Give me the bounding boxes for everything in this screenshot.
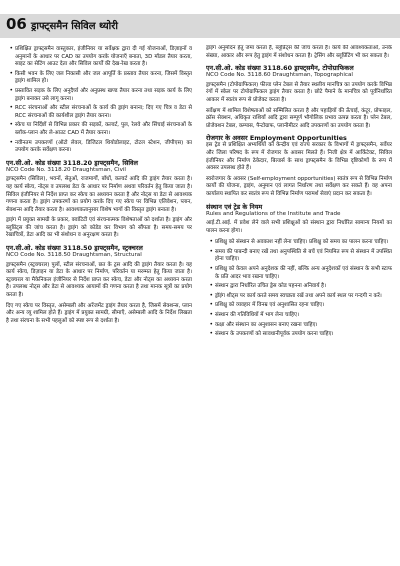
section-subtitle: Rules and Regulations of the Institute and Trade: [206, 210, 341, 217]
paragraph: सर्वेक्षण में शामिल विशेषताओं को सम्मिलित करता है और पहाड़ियों की ऊँचाई, कंटूर, प्रोफाइल, क्रॉस सेक्शन, अधिकृत राशियाँ आदि द्वारा सम्पूर्ण भौगोलिक प्रभाव उत्पन्न करता है। प्लेन टेबल, प्रोजेक्शन टेबल, कम्पास, पैन्टोग्राफ, प्लानीमीटर आदि उपकरणों का उपयोग करता है।: [206, 107, 392, 129]
section-subtitle: NCO Code No. 3118.50 Draughtsman, Structural: [6, 252, 142, 259]
list-item: • संस्थान की गतिविधियों में भाग लेना चाहिए।: [215, 311, 392, 320]
page-header: [0, 0, 400, 44]
paragraph: आई.टी.आई. में प्रवेश लेने वाले सभी प्रशिक्षुओं को संस्थान द्वारा निर्धारित सामान्य नियमों का पालन करना होगा।: [206, 220, 392, 234]
right-column: [206, 45, 392, 560]
page-number: 06: [6, 15, 27, 33]
paragraph: ड्राफ्ट्समैन (सिविल), भवनों, सेतुओं, राजमार्गों, बाँधों, कल्वर्ट आदि की ड्राइंग तैयार करता है। यह कार्य स्केच, नोट्स व उपलब्ध डेटा के आधार पर निर्माण अथवा परिवर्तन हेतु किया जाता है। सिविल इंजीनियर से निर्देश प्राप्त कर स्केच का अध्ययन करता है और नोट्स या डेटा से आवश्यक गणना करता है। ड्राइंग उपकरणों का प्रयोग करके दिए गए स्केच पर विभिन्न एलिवेशन, प्लान, सेक्शन्स आदि तैयार करता है। आवश्यकतानुसार विशेष भागों की विस्तृत ड्राइंग बनाता है।: [6, 176, 192, 213]
section-heading: एन.सी.ओ. कोड संख्या 3118.60 ड्राफ्ट्समैन, टोपोग्राफिकल: [206, 64, 354, 73]
section-subtitle: NCO Code No. 3118.20 Draughtsman, Civil: [6, 166, 126, 173]
list-item: • कक्षा और संस्थान का अनुशासन बनाए रखना चाहिए।: [215, 321, 392, 330]
list-item: • स्केच या निर्दिष्टों से विभिन्न प्रकार की सड़कों, कल्वर्ट, पुल, रेलवे और सिंचाई संरचनाओं के ब्लॉक-प्लान और ले-आउट CAD में तैयार करना।: [15, 121, 192, 137]
list-item: • प्रशिक्षित ड्राफ्ट्समैन वास्तुकार, इंजीनियर या सर्वेक्षक द्वारा दी गई योजनाओं, डिज़ाइनों व अनुमानों के आधार पर CAD का उपयोग करके योजनाएँ बनाता, 3D मॉडल तैयार करता, साइट का सेटिंग आउट देता और सिविल कार्यों की देख-रेख करता है।: [15, 45, 192, 69]
list-item: • ड्रॉइंग शीट्स पर कार्य करते समय स्वच्छता रखें तथा अपने कार्य स्थल पर गन्दगी न करें।: [215, 292, 392, 301]
rules-list: [206, 238, 392, 339]
paragraph: ड्राफ्ट्समैन (स्ट्रक्चरल) पुलों, स्टील संरचनाओं, छत के ट्रस आदि की ड्राइंग तैयार करता है। यह कार्य स्केच, डिज़ाइन या डेटा के आधार पर निर्माण, परिवर्तन या मरम्मत हेतु किया जाता है। स्ट्रक्चरल या मैकेनिकल इंजीनियर से निर्देश प्राप्त कर स्केच, डेटा और नोट्स का अध्ययन करता है। उपलब्ध नोट्स और डेटा से आवश्यक आयामों की गणना करता है तथा मानक सूत्रों का प्रयोग करता है।: [6, 261, 192, 299]
duty-list: [6, 45, 192, 155]
list-item: • प्रशिक्षु को संस्थान से अवकाश नहीं लेना चाहिए। प्रशिक्षु को समय का पालन करना चाहिए।: [215, 238, 392, 247]
list-item: • किसी भवन के लिए जल निकासी और जल आपूर्ति के प्रस्ताव तैयार करना, जिसमें विस्तृत ड्राइंग शामिल हो।: [15, 70, 192, 86]
page-title: ड्राफ्ट्समैन सिविल थ्योरी: [31, 21, 118, 32]
list-item: • संस्थान के उपकरणों को सावधानीपूर्वक उपयोग करना चाहिए।: [215, 330, 392, 339]
section-heading: एन.सी.ओ. कोड संख्या 3118.50 ड्राफ्ट्समैन, स्ट्रक्चरल: [6, 244, 143, 253]
list-item: • नवीनतम उपकरणों (ऑटो लेवल, डिजिटल थियोडोलाइट, टोटल स्टेशन, जीपीएस) का उपयोग करके सर्वेक्षण करना।: [15, 139, 192, 155]
section-employment: [206, 134, 392, 198]
list-item: • प्रशिक्षु को व्यवहार में विनम्र एवं अनुशासित रहना चाहिए।: [215, 301, 392, 310]
paragraph: दिए गए स्केच पर विस्तृत, असेम्बली और अरेंजमेंट ड्राइंग तैयार करता है, जिसमें सेक्शन्स, प्लान और अन्य व्यू शामिल होते हैं। ड्राइंग में प्रयुक्त सामग्री, सीमाएँ, असेम्बली आदि के निर्देश लिखता है तथा संरचना के सभी पहलुओं को स्पष्ट रूप से दर्शाता है।: [6, 302, 192, 324]
list-item: • RCC संरचनाओं और स्टील संरचनाओं के कार्य की ड्राइंग बनाना; दिए गए चित्र व डेटा से RCC संरचनाओं की कार्यशील ड्राइंग तैयार करना।: [15, 104, 192, 120]
list-item: • प्रस्तावित सड़क के लिए अनुदैर्घ्य और अनुप्रस्थ खण्ड तैयार करना तथा सड़क कार्य के लिए ड्राइंग बनाकर उसे लागू करना।: [15, 87, 192, 103]
list-item: • संस्थान द्वारा निर्धारित उचित ड्रेस कोड पहनना अनिवार्य है।: [215, 282, 392, 291]
section-civil: [6, 159, 192, 240]
paragraph: ड्राइंग अनुमोदन हेतु जमा करता है, ब्लूप्रिंट्स की जांच करता है। कार्य की आवश्यकताओं, उनके संख्या, आकार और रूप हेतु ड्राइंग में संशोधन करता है। ट्रेसिंग और ब्लूप्रिंटिंग भी कर सकता है।: [206, 45, 392, 59]
list-item: • समय की पाबन्दी बनाए रखें तथा अनुपस्थिति से बचें एवं नियमित रूप से संस्थान में उपस्थित होना चाहिए।: [215, 248, 392, 264]
paragraph: ड्राइंग में प्रयुक्त सामग्री के प्रकार, क्वांटिटी एवं संरचनात्मक विशेषताओं को दर्शाता है। ड्राइंग और ब्लूप्रिंट्स की जांच करता है। ड्राइंग को कोडेड कर विभाग को सौंपता है। समय-समय पर रेखाचित्रों, डेटा आदि का भी संशोधन व अनुरक्षण करता है।: [6, 217, 192, 239]
section-heading: एन.सी.ओ. कोड संख्या 3118.20 ड्राफ्ट्समैन, सिविल: [6, 158, 138, 167]
section-heading: संस्थान एवं ट्रेड के नियम: [206, 202, 263, 211]
paragraph: इस ट्रेड से प्रशिक्षित अभ्यर्थियों को केन्द्रीय एवं राज्य सरकार के विभागों में ड्राफ्ट्समैन, सर्वेयर और जिला परिषद के रूप में रोजगार के अवसर मिलते हैं। निजी क्षेत्र में आर्किटेक्ट, सिविल इंजीनियर और निर्माण ठेकेदार, बिल्डर्स के साथ ड्राफ्ट्समैन के विभिन्न दृष्टिकोणों के रूप में अवसर उपलब्ध होते हैं।: [206, 142, 392, 172]
section-rules: [206, 203, 392, 339]
section-subtitle: NCO Code No. 3118.60 Draughtsman, Topographical: [206, 72, 353, 79]
section-topographical: [206, 64, 392, 130]
paragraph: स्वरोजगार के अवसर (Self-employment opportunities) स्वतंत्र रूप से विभिन्न निर्माण कार्यों की योजना, ड्राइंग, अनुमान एवं लागत निर्धारण तथा सर्वेक्षण कर सकते हैं। वह अपना कार्यालय स्थापित कर स्वतंत्र रूप से विभिन्न निर्माण परामर्श सेवाएं प्रदान कर सकता है।: [206, 175, 392, 197]
section-structural: [6, 244, 192, 325]
list-item: • प्रशिक्षु को केवल अपने अनुदेशक की नहीं, बल्कि अन्य अनुदेशकों एवं संस्थान के सभी स्टाफ के प्रति आदर भाव रखना चाहिए।: [215, 265, 392, 281]
paragraph: ड्राफ्ट्समैन (टोपोग्राफिकल) फील्ड प्लेन टेबल से तैयार स्थलीय मानचित्र का उपयोग करके विभिन्न रंगों में स्केल पर टोपोग्राफिकल ड्राइंग तैयार करता है। छोटे पैमाने के मानचित्र को पूर्वनिर्धारित आकार में स्वतंत्र रूप से प्रोजेक्ट करता है।: [206, 81, 392, 103]
left-column: [6, 45, 192, 560]
section-heading: रोजगार के अवसर Employment Opportunities: [206, 134, 347, 143]
